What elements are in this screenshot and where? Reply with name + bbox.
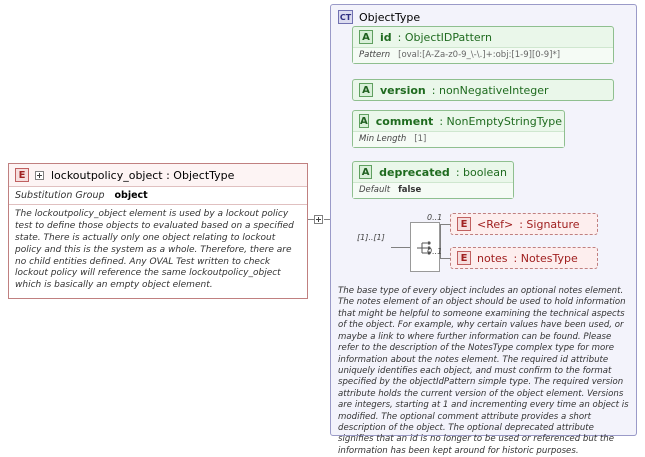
attribute-comment-main — [353, 111, 564, 131]
attribute-id[interactable] — [352, 26, 614, 64]
complextype-documentation: The base type of every object includes an optional notes element. The notes element of an object should be used to hold information that might be helpful to someone examining the technical aspects of the object. For example, why certain values have been used, or maybe a link to where further information can be found. Please refer to the description of the NotesType complex type for more information about the notes element. The required id attribute uniquely identifies each object, and must confirm to the format specified by the objectIdPattern simple type. The required version attribute holds the current version of the object element. Versions are integers, starting at 1 and incrementing every time an object is modified. The optional comment attribute provides a short description of the object. The optional deprecated attribute signifies that an id is no longer to be used or referenced but the information has been kept around for historic purposes. — [338, 286, 629, 456]
complextype-title: ObjectType — [359, 10, 421, 24]
attribute-badge-icon: A — [360, 116, 368, 127]
connector-expand-icon[interactable] — [314, 215, 323, 224]
substitution-group-row — [9, 187, 307, 205]
attribute-comment-facet-value: [1] — [414, 134, 427, 144]
attribute-comment-facet — [353, 131, 564, 147]
complextype-badge-icon: CT — [338, 10, 353, 24]
element-badge-icon: E — [15, 168, 29, 182]
attribute-badge-icon: A — [359, 30, 373, 44]
element-ref-signature-occurrence: 0..1 — [427, 213, 443, 222]
attribute-comment-name: comment — [375, 114, 434, 128]
attribute-version-name: version — [380, 83, 426, 97]
element-lockoutpolicy-object[interactable] — [8, 163, 308, 299]
attribute-id-name: id — [380, 30, 392, 44]
element-ref-notes[interactable] — [450, 247, 598, 269]
attribute-comment[interactable] — [352, 110, 565, 148]
element-badge-icon: E — [457, 251, 471, 265]
element-ref-signature[interactable] — [450, 213, 598, 235]
substitution-group-label: Substitution Group — [15, 190, 105, 201]
attribute-deprecated-name: deprecated — [379, 165, 450, 179]
element-ref-signature-name: <Ref> — [477, 217, 514, 231]
substitution-group-value[interactable]: object — [114, 190, 148, 201]
element-ref-notes-occurrence: 0..1 — [427, 247, 443, 256]
attribute-badge-icon: A — [359, 165, 372, 179]
element-badge-icon: E — [457, 217, 471, 231]
attribute-id-facet — [353, 47, 613, 63]
attribute-deprecated-facet-value: false — [398, 185, 422, 195]
attribute-version-main — [353, 80, 613, 100]
element-ref-notes-type: : NotesType — [513, 251, 578, 265]
attribute-id-main — [353, 27, 613, 47]
attribute-badge-icon: A — [359, 83, 373, 97]
attribute-deprecated-facet-label: Default — [359, 185, 391, 195]
attribute-version[interactable] — [352, 79, 614, 101]
element-ref-signature-type: : Signature — [519, 217, 580, 231]
attribute-id-type: : ObjectIDPattern — [397, 30, 492, 44]
expand-plus-icon[interactable] — [35, 171, 44, 180]
attribute-deprecated-main — [353, 162, 513, 182]
attribute-comment-type: : NonEmptyStringType — [439, 114, 563, 128]
element-title: lockoutpolicy_object : ObjectType — [51, 168, 235, 182]
attribute-deprecated-type: : boolean — [455, 165, 507, 179]
element-documentation: The lockoutpolicy_object element is used by a lockout policy test to define those objects to evaluated based on a specified state. There is actually only one object relating to lockout policy and this is the system as a whole. Therefore, there are no child entities defined. Any OVAL Test written to check lockout policy will reference the same lockoutpolicy_object which is basically an empty object element. — [9, 205, 307, 298]
attribute-id-facet-value: [oval:[A-Za-z0-9_\-\.]+:obj:[1-9][0-9]*] — [398, 50, 561, 60]
attribute-comment-facet-label: Min Length — [359, 134, 407, 144]
attribute-deprecated-facet — [353, 182, 513, 198]
attribute-version-type: : nonNegativeInteger — [431, 83, 549, 97]
element-header — [9, 164, 307, 187]
complextype-header — [331, 5, 636, 26]
element-ref-notes-name: notes — [477, 251, 508, 265]
attribute-deprecated[interactable] — [352, 161, 514, 199]
attribute-id-facet-label: Pattern — [359, 50, 391, 60]
connector-seq-in — [391, 247, 410, 248]
sequence-occurrence-label: [1]..[1] — [357, 233, 385, 242]
